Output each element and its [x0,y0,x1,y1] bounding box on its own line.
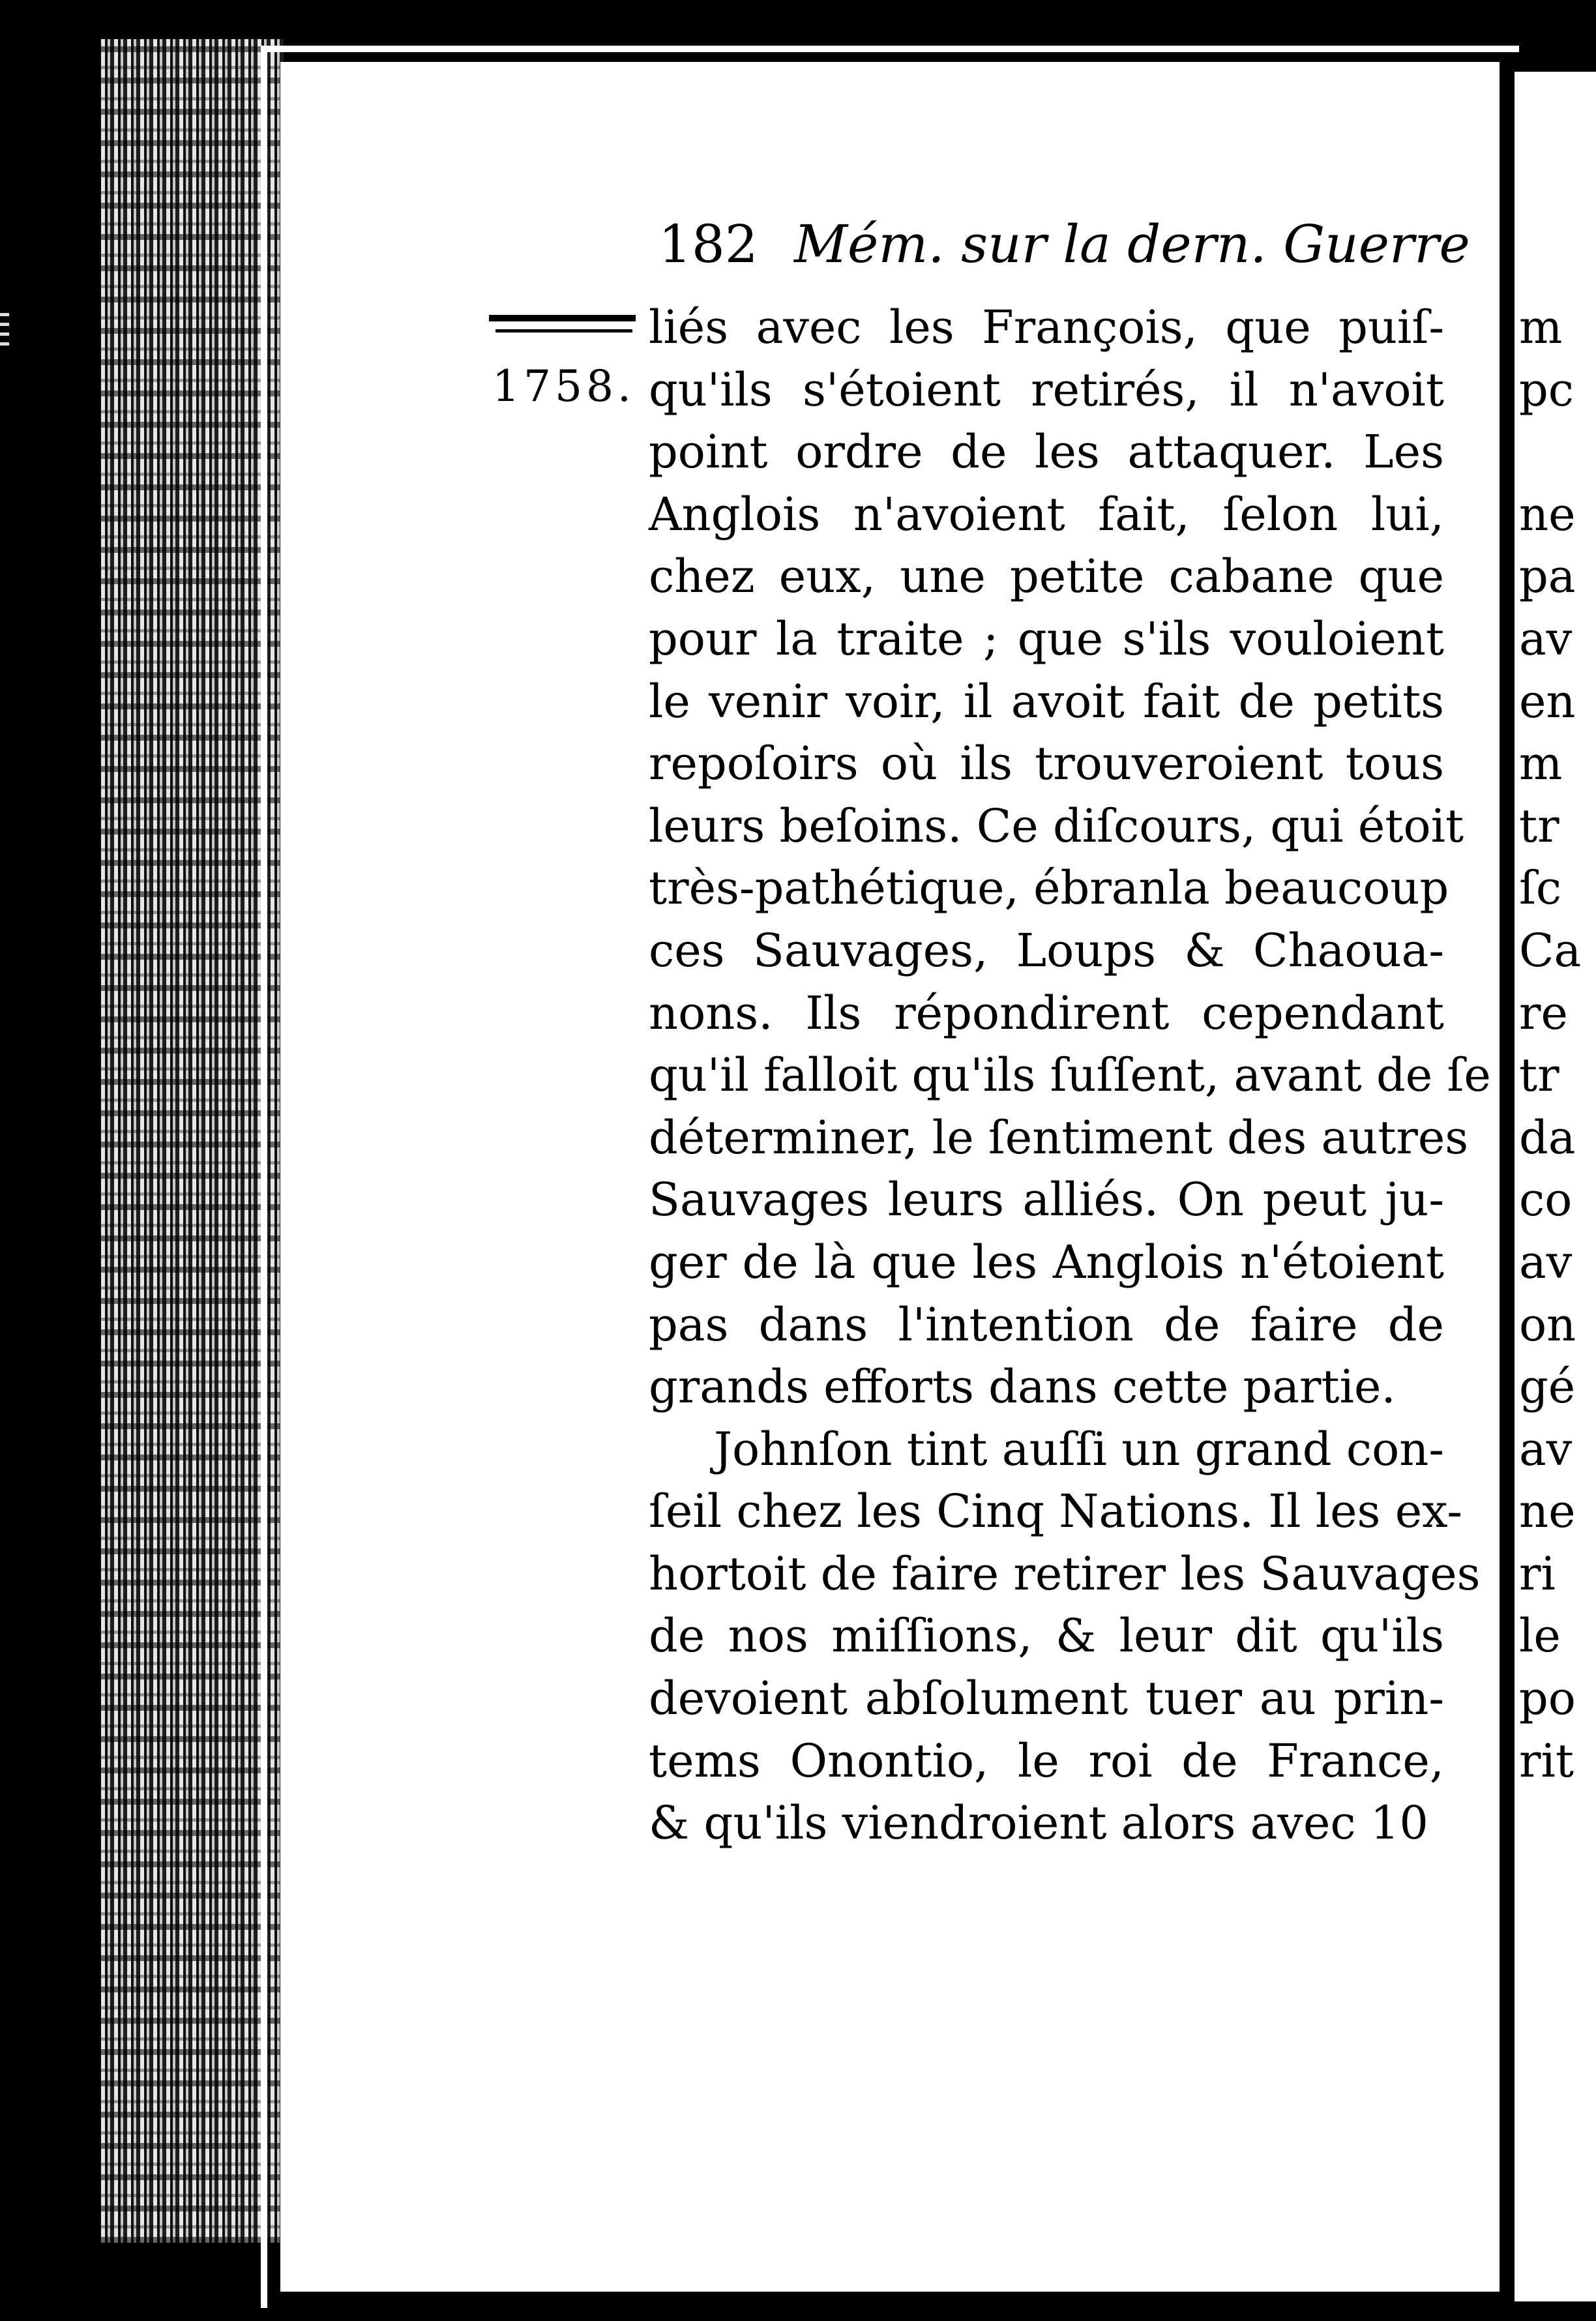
facing-line: da [1519,1110,1576,1164]
text-line: ces Sauvages, Loups & Chaoua- [649,923,1444,977]
text-line: déterminer, le ſentiment des autres [649,1110,1469,1164]
facing-line: Ca [1519,923,1582,977]
text-line: pour la traite ; que s'ils vouloient [649,612,1444,666]
facing-line: av [1519,1235,1573,1289]
page-edges [101,39,284,2243]
facing-line: pc [1519,362,1574,417]
text-line: Sauvages leurs alliés. On peut ju- [649,1173,1444,1227]
facing-line: ri [1519,1546,1556,1601]
margin-year: 1758. [492,361,635,411]
facing-line: m [1519,301,1563,354]
text-line: le venir voir, il avoit fait de petits [649,674,1444,728]
facing-line: av [1519,1422,1573,1476]
text-line: de nos miſſions, & leur dit qu'ils [649,1609,1444,1663]
text-line: repoſoirs où ils trouveroient tous [649,737,1444,791]
text-line: grands efforts dans cette partie. [649,1360,1396,1414]
facing-line: rit [1519,1734,1574,1788]
facing-line [1519,421,1596,484]
text-line: devoient abſolument tuer au prin- [649,1672,1444,1726]
facing-page-text [1519,297,1596,1792]
facing-line: gé [1519,1360,1576,1414]
facing-line: ne [1519,1485,1576,1539]
scan-margin-marks [0,306,13,385]
margin-rule-thick [489,315,636,321]
text-line: liés avec les François, que puiſ- [649,301,1444,354]
facing-line: ne [1519,487,1576,541]
text-line: nons. Ils répondirent cependant [649,986,1444,1040]
text-line: qu'il falloit qu'ils ſuſſent, avant de ſe [649,1048,1491,1102]
text-line: hortoit de faire retirer les Sauvages [649,1546,1481,1601]
text-line: point ordre de les attaquer. Les [649,425,1444,479]
running-header [658,212,1470,277]
facing-line: av [1519,612,1573,666]
facing-line: ſc [1519,861,1562,915]
text-line: tems Onontio, le roi de France, [649,1734,1444,1788]
facing-line: re [1519,986,1568,1040]
facing-line: tr [1519,1048,1559,1102]
facing-line: co [1519,1173,1573,1227]
facing-line: pa [1519,550,1576,604]
facing-line: tr [1519,799,1559,853]
text-line: Johnſon tint auſſi un grand con- [714,1422,1444,1476]
page-number: 182 [658,214,758,274]
facing-line: m [1519,737,1563,791]
body-text [649,297,1491,1855]
text-line: très-pathétique, ébranla beaucoup [649,861,1449,915]
running-title: Mém. sur la dern. Guerre [794,214,1470,274]
text-line: & qu'ils viendroient alors avec 10 [649,1796,1428,1850]
text-line: pas dans l'intention de faire de [649,1297,1444,1352]
margin-rule-thin [495,329,632,333]
facing-line: le [1519,1609,1561,1663]
text-line: leurs beſoins. Ce diſcours, qui étoit [649,799,1464,853]
text-line: qu'ils s'étoient retirés, il n'avoit [649,362,1444,417]
text-line: Anglois n'avoient fait, ſelon lui, [649,487,1444,541]
text-line: ger de là que les Anglois n'étoient [649,1235,1444,1289]
facing-line: on [1519,1297,1576,1352]
facing-line: po [1519,1672,1576,1726]
text-line: chez eux, une petite cabane que [649,550,1444,604]
facing-line: en [1519,674,1576,728]
text-line: ſeil chez les Cinq Nations. Il les ex- [649,1485,1463,1539]
